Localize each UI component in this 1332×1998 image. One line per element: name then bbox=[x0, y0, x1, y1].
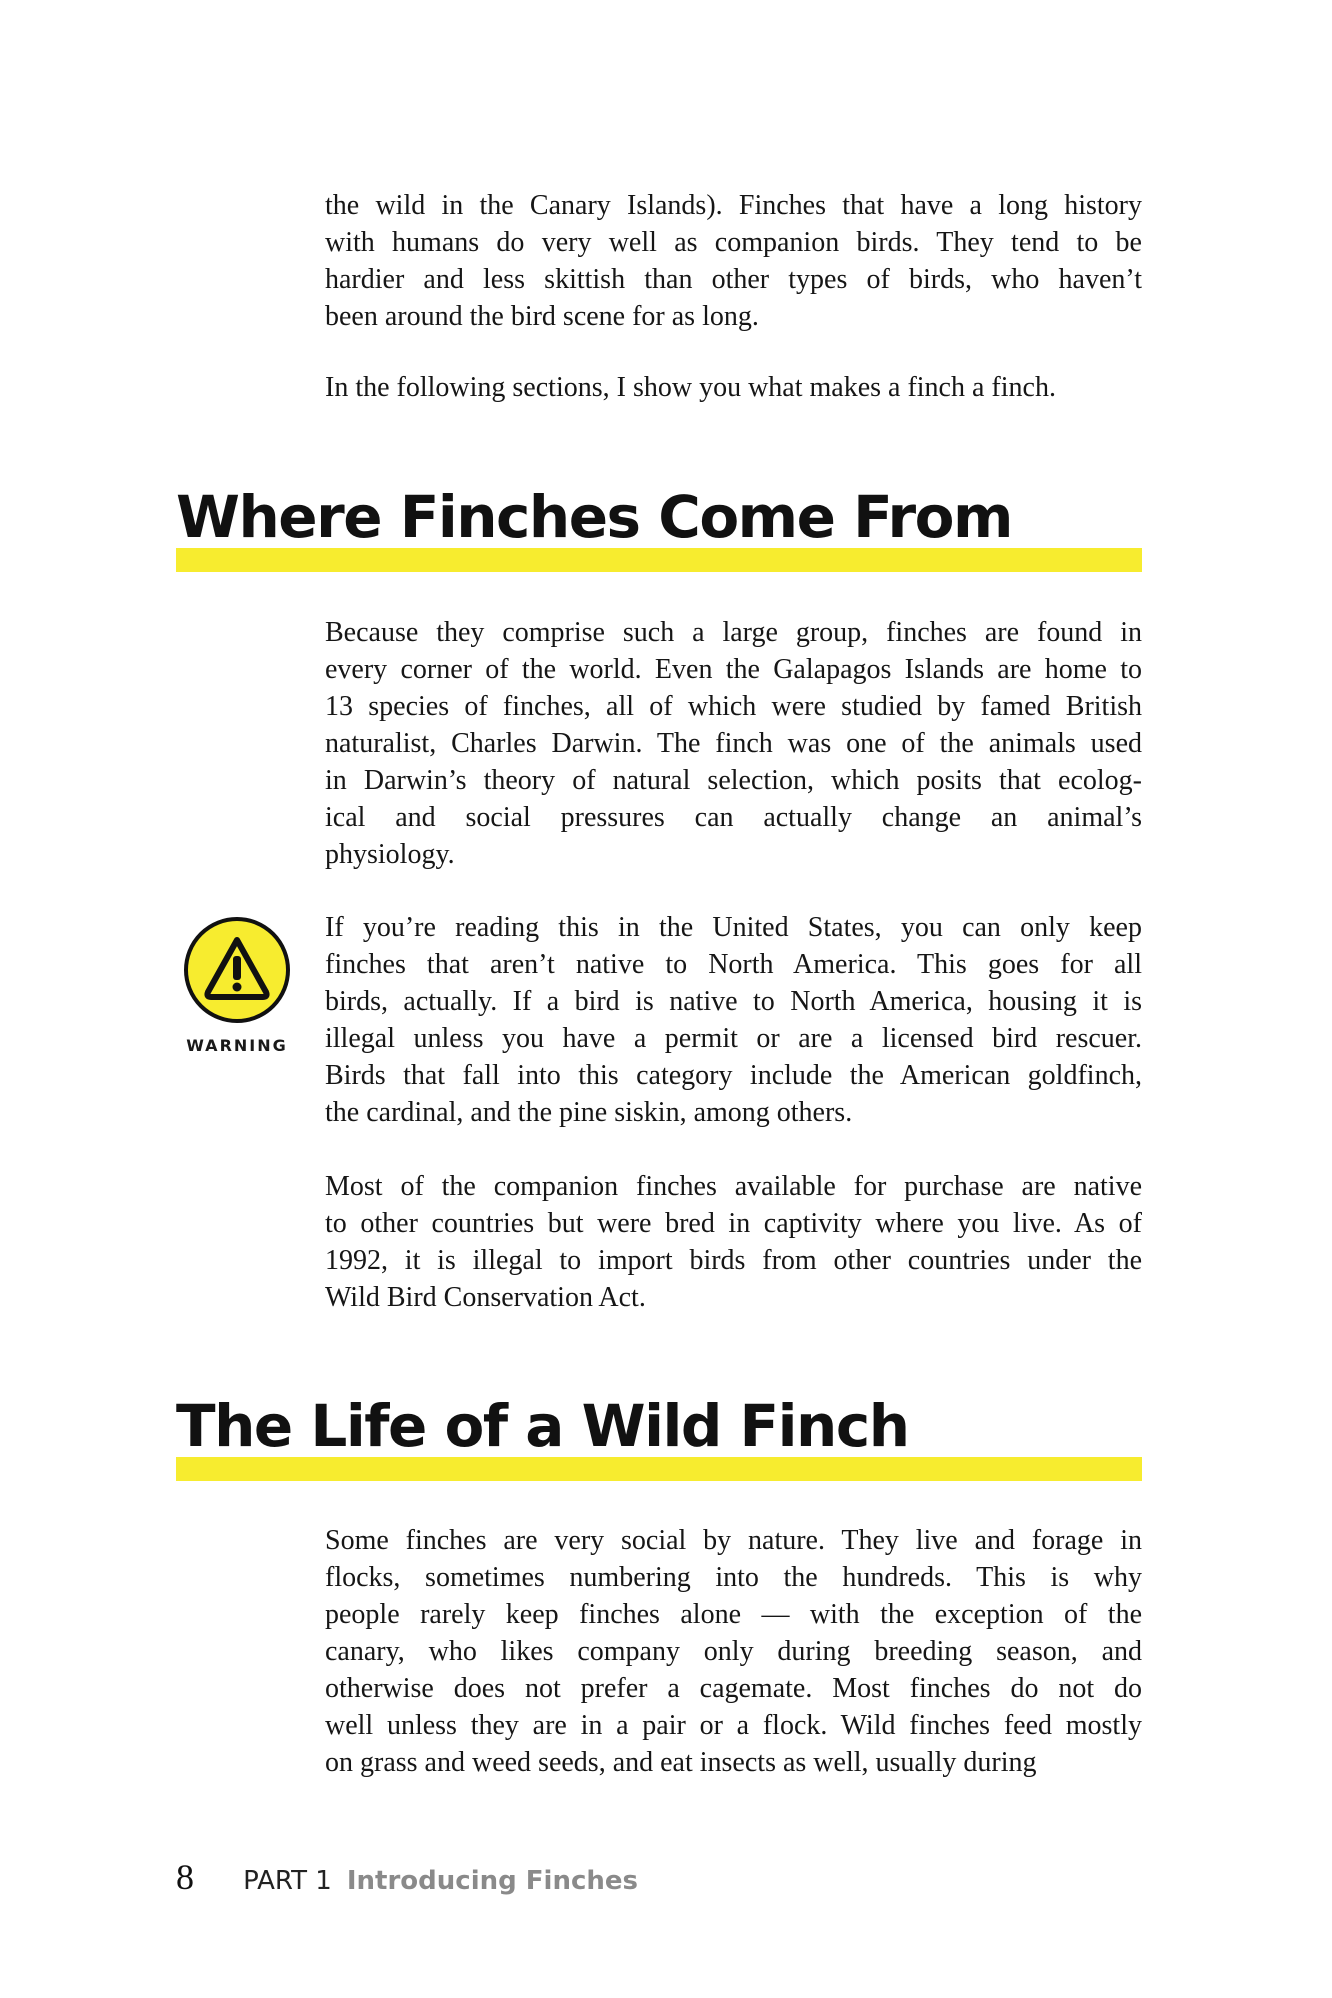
text-line: every corner of the world. Even the Galapagos Islands are home to bbox=[325, 654, 1142, 685]
text-line: otherwise does not prefer a cagemate. Most finches do not do bbox=[325, 1673, 1142, 1704]
page-number: 8 bbox=[176, 1857, 194, 1897]
text-line: Most of the companion finches available for purchase are native bbox=[325, 1171, 1142, 1202]
text-line: the wild in the Canary Islands). Finches that have a long history bbox=[325, 190, 1142, 221]
text-line: with humans do very well as companion birds. They tend to be bbox=[325, 227, 1142, 258]
warning-label: WARNING bbox=[186, 1036, 288, 1055]
text-line: in Darwin’s theory of natural selection, which posits that ecolog- bbox=[325, 765, 1142, 796]
part-label: PART 1 bbox=[243, 1866, 332, 1896]
text-line: In the following sections, I show you what makes a finch a finch. bbox=[325, 372, 1056, 403]
text-line: ical and social pressures can actually change an animal’s bbox=[325, 802, 1142, 833]
text-line: birds, actually. If a bird is native to North America, housing it is bbox=[325, 986, 1142, 1017]
text-line: 1992, it is illegal to import birds from other countries under the bbox=[325, 1245, 1142, 1276]
text-line: well unless they are in a pair or a flock. Wild finches feed mostly bbox=[325, 1710, 1142, 1741]
text-line: people rarely keep finches alone — with the exception of the bbox=[325, 1599, 1142, 1630]
text-line: naturalist, Charles Darwin. The finch was one of the animals used bbox=[325, 728, 1142, 759]
text-line: flocks, sometimes numbering into the hundreds. This is why bbox=[325, 1562, 1142, 1593]
text-line: hardier and less skittish than other types of birds, who haven’t bbox=[325, 264, 1142, 295]
text-line: finches that aren’t native to North America. This goes for all bbox=[325, 949, 1142, 980]
section1-paragraph-3 bbox=[325, 1168, 1142, 1316]
text-line: on grass and weed seeds, and eat insects as well, usually during bbox=[325, 1747, 1037, 1778]
text-line: Some finches are very social by nature. They live and forage in bbox=[325, 1525, 1142, 1556]
section2-paragraph-1 bbox=[325, 1522, 1142, 1781]
text-line: been around the bird scene for as long. bbox=[325, 301, 759, 332]
text-line: to other countries but were bred in captivity where you live. As of bbox=[325, 1208, 1142, 1239]
section1-paragraph-1 bbox=[325, 614, 1142, 873]
text-line: Birds that fall into this category include the American goldfinch, bbox=[325, 1060, 1142, 1091]
text-line: 13 species of finches, all of which were studied by famed British bbox=[325, 691, 1142, 722]
intro-paragraph bbox=[325, 187, 1142, 335]
section1-warning-paragraph bbox=[325, 909, 1142, 1131]
text-line: If you’re reading this in the United States, you can only keep bbox=[325, 912, 1142, 943]
page-footer bbox=[176, 1856, 638, 1900]
text-line: Because they comprise such a large group, finches are found in bbox=[325, 617, 1142, 648]
intro-paragraph-2 bbox=[325, 369, 1142, 406]
section-heading-text: Where Finches Come From bbox=[176, 483, 1012, 551]
text-line: illegal unless you have a permit or are a licensed bird rescuer. bbox=[325, 1023, 1142, 1054]
warning-triangle-icon bbox=[183, 916, 291, 1024]
text-line: canary, who likes company only during breeding season, and bbox=[325, 1636, 1142, 1667]
text-line: Wild Bird Conservation Act. bbox=[325, 1282, 646, 1313]
text-line: the cardinal, and the pine siskin, among others. bbox=[325, 1097, 853, 1128]
section-heading-text: The Life of a Wild Finch bbox=[176, 1392, 909, 1460]
section-heading-where-finches-come-from bbox=[176, 482, 1142, 572]
section-heading-life-of-a-wild-finch bbox=[176, 1391, 1142, 1481]
part-title: Introducing Finches bbox=[346, 1866, 638, 1896]
text-line: physiology. bbox=[325, 839, 455, 870]
